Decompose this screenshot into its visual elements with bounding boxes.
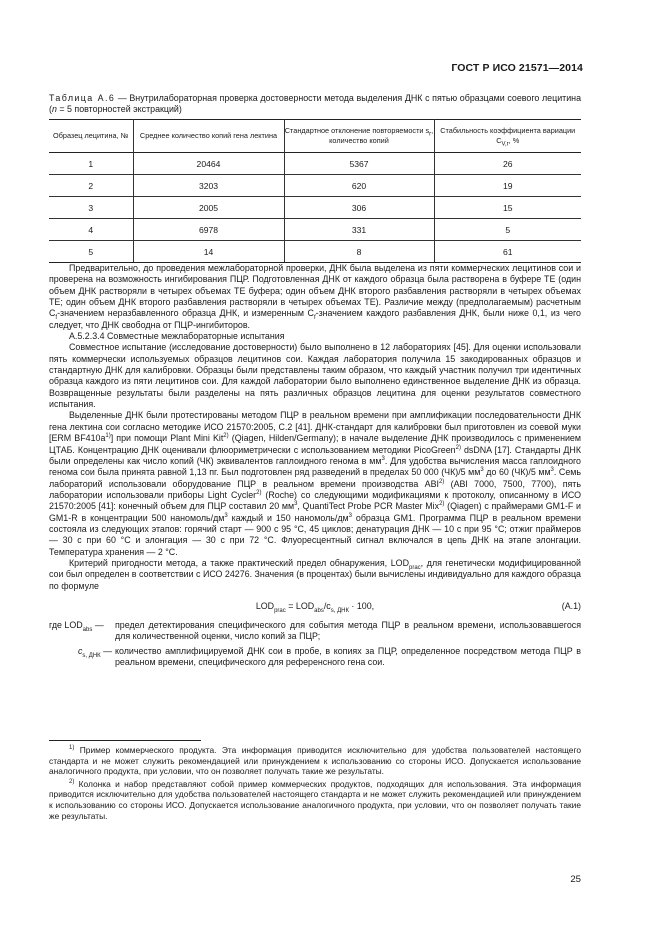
body-text: [49, 263, 581, 668]
cell-mean-copies: 20464: [133, 153, 284, 175]
table-row: [49, 197, 581, 219]
cell-sample: 3: [49, 197, 133, 219]
cell-cv: 61: [434, 241, 581, 263]
table-row: [49, 241, 581, 263]
paragraph-pcr-inhibition: Предварительно, до проведения межлабораторной проверки, ДНК была выделена из пяти коммерческих лецитинов сои и проверена на возможность ингибирования ПЦР. Подготовленная ДНК от каждого образца была растворена в буфере ТЕ (один объем ДНК растворяли в четырех объемах ТЕ буфера; один объем ДНК второго разбавления растворяли в четырех объемах ТЕ; один объем ДНК второго разбавления растворяли в четырех объемах ТЕ). Различие между (предполагаемым) расчетным $C_f$-значением неразбавленного образца ДНК, и измеренным $C_f$-значением каждого разбавления ДНК, были ниже 0,1, из чего следует, что ДНК свободна от ПЦР-ингибиторов.: [49, 263, 581, 330]
definition-lod-abs: [49, 620, 581, 643]
definition-term: где $LOD_{abs}$ —: [49, 619, 104, 633]
section-heading: А.5.2.3.4 Совместные межлабораторные испытания: [69, 331, 285, 342]
cell-std-dev: 620: [284, 175, 434, 197]
formula-a1: [49, 594, 581, 620]
table-row: [49, 153, 581, 175]
definition-term: $c_{s, ДНК}$ —: [77, 645, 112, 659]
formula-expression: $LOD_{prac} = LOD_{abs}/c_{s, ДНК} \cdot 100$,: [255, 600, 375, 614]
definition-description: предел детектирования специфического для события метода ПЦР в реальном времени, использовавшегося для количественной оценки, число копий за ПЦР;: [115, 619, 581, 642]
footnotes: [49, 745, 581, 823]
cell-sample: 2: [49, 175, 133, 197]
table-row: [49, 219, 581, 241]
page-number: 25: [570, 874, 581, 885]
table-container: [49, 119, 581, 263]
cell-cv: 19: [434, 175, 581, 197]
footnote-1: $^{1)}$ Пример коммерческого продукта. Эта информация приводится исключительно для удобства пользователей настоящего стандарта и не может служить рекомендацией или принуждением к использованию со стороны ИСО. Допускается использование аналогичного продукта, при условии, что он позволяет получать такие же результаты.: [49, 745, 581, 777]
cell-std-dev: 331: [284, 219, 434, 241]
formula-number: (А.1): [561, 600, 581, 611]
col-header-cv: Стабильность коэффициента вариации $C_{V,r}$, %: [440, 126, 576, 148]
table-n-symbol: n: [51, 104, 57, 114]
data-table: [49, 119, 581, 263]
cell-mean-copies: 2005: [133, 197, 284, 219]
definition-c-dna: [49, 646, 581, 669]
table-header-row: [49, 120, 581, 153]
cell-sample: 5: [49, 241, 133, 263]
paragraph-pcr-method: Выделенные ДНК были протестированы методом ПЦР в реальном времени при амплификации последовательности ДНК гена лектина сои согласно методике ИСО 21570:2005, С.2 [41]. ДНК-стандарт для калибровки был приготовлен из соевой муки [ERM $BF410a^{1)}$] при помощи Plant Mini Kit$^{2)}$ (Qiagen, Hilden/Germany); в начале выделение ДНК производилось с применением ЦТАБ. Концентрацию ДНК оценивали флюориметрически с использованием методики PicoGreen$^{2)}$ dsDNA [17]. Стандарты ДНК были определены как число копий (ЧК) эквивалентов гаплоидного генома в $мм^3$. Для удобства вычисления масса гаплоидного генома сои была принята равной 1,13 пг. Был подготовлен ряд разведений в пределах 50 000 (ЧК)/5 $мм^3$ до 60 (ЧК)/5 $мм^3$. Семь лабораторий использовали оборудование ПЦР в реальном времени производства ABI$^{2)}$ (ABI 7000, 7500, 7700), пять лаборатории использовали приборы Light Cycler$^{2)}$ (Roche) со следующими модификациями к протоколу, описанному в ИСО 21570:2005 [41]: конечный объем для ПЦР составил 20 $мм^3$, QuantiTect Probe PCR Master Mix$^{2)}$ (Qiagen) с праймерами GM1-F и GM1-R в концентрации 500 наномоль/$дм^3$ каждый и 150 наномоль/$дм^3$ образца GM1. Программа ПЦР в реальном времени состояла из следующих этапов: горячий старт — 900 с 95 °С, 45 циклов; денатурация ДНК — 10 с при 95 °С; отжиг праймеров — 30 с при 60 °С и элонгация — 30 с при 72 °С. Флуоресцентный сигнал включался в цепь ДНК на этапе элонгации. Температура хранения — 2 °С.: [49, 410, 581, 557]
table-title: — Внутрилабораторная проверка достоверности метода выделения ДНК с пятью образцами соевого лецитина (: [49, 93, 582, 114]
cell-cv: 26: [434, 153, 581, 175]
cell-sample: 1: [49, 153, 133, 175]
cell-cv: 5: [434, 219, 581, 241]
table-title-end: = 5 повторностей экстракций): [56, 104, 182, 114]
col-header-mean-copies: Среднее количество копий гена лектина: [133, 120, 284, 153]
standard-header: ГОСТ Р ИСО 21571—2014: [451, 62, 583, 74]
paragraph-lod-criterion: Критерий пригодности метода, а также практический предел обнаружения, $LOD_{prac}$, для генетически модифицированной сои был определен в соответствии с ИСО 24276. Значения (в процентах) были вычислены индивидуально для каждого образца по формуле: [49, 557, 581, 591]
cell-std-dev: 5367: [284, 153, 434, 175]
cell-mean-copies: 6978: [133, 219, 284, 241]
col-header-sample: Образец лецитина, №: [49, 120, 133, 153]
paragraph-collaborative-trial: Совместное испытание (исследование достоверности) было выполнено в 12 лабораториях [45]. Для оценки использовали пять коммерчески используемых образцов лецитинов сои. Каждая лаборатория получила 15 закодированных образцов и стандартную ДНК для калибровки. Образцы были представлены таким образом, что каждый участник получил три идентичных образца каждого из пяти лецитинов сои. Для каждой лаборатории было выполнено единственное выделение ДНК из образца. Возвращенные результаты были разделены на пять различных образцов лецитина для оценки результатов совместного испытания.: [49, 342, 581, 410]
cell-mean-copies: 14: [133, 241, 284, 263]
table-row: [49, 175, 581, 197]
col-header-std-dev: Стандартное отклонение повторяемости $s_r$, количество копий: [284, 120, 434, 153]
footnote-divider: [49, 740, 201, 741]
cell-mean-copies: 3203: [133, 175, 284, 197]
cell-cv: 15: [434, 197, 581, 219]
footnote-2: $^{2)}$ Колонка и набор представляют собой пример коммерческих продуктов, подходящих для использования. Эта информация приводится исключительно для удобства пользователей настоящего стандарта и не может служить рекомендацией или принуждением к использованию со стороны ИСО. Допускается использование аналогичного продукта, при условии, что он позволяет получать такие же результаты.: [49, 778, 581, 821]
table-caption: [49, 93, 581, 115]
cell-sample: 4: [49, 219, 133, 241]
cell-std-dev: 8: [284, 241, 434, 263]
table-label: Таблица А.6: [49, 93, 116, 103]
cell-std-dev: 306: [284, 197, 434, 219]
definition-description: количество амплифицируемой ДНК сои в пробе, в копиях за ПЦР, определенное посредством метода ПЦР в реальном времени, специфического для референсного гена сои.: [115, 645, 581, 667]
